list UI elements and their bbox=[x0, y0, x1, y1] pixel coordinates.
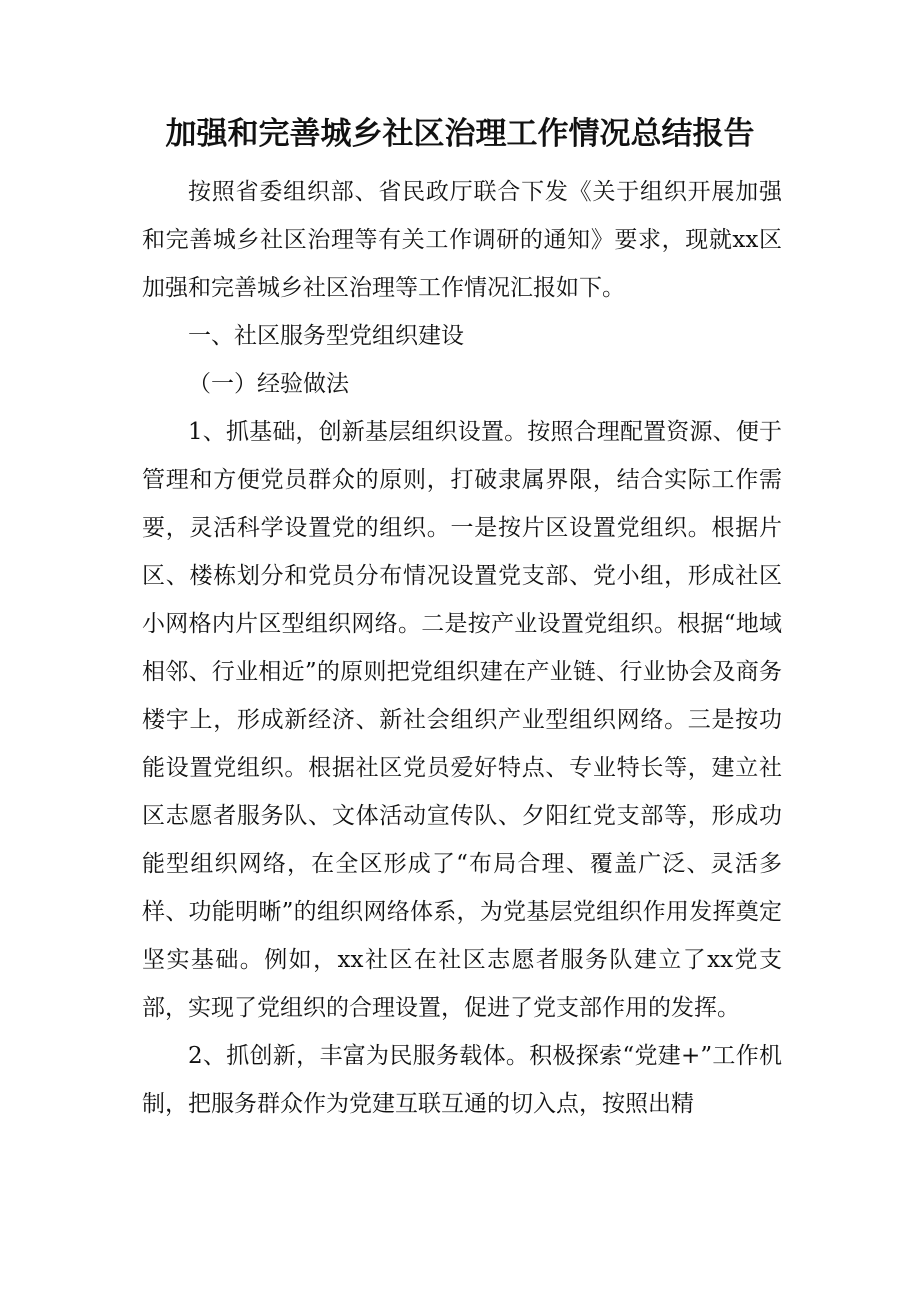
body-paragraph: 1、抓基础，创新基层组织设置。按照合理配置资源、便于管理和方便党员群众的原则，打破隶属界限，结合实际工作需要，灵活科学设置党的组织。一是按片区设置党组织。根据片区、楼栋划分和党员分布情况设置党支部、党小组，形成社区小网格内片区型组织网络。二是按产业设置党组织。根据“地域相邻、行业相近”的原则把党组织建在产业链、行业协会及商务楼宇上，形成新经济、新社会组织产业型组织网络。三是按功能设置党组织。根据社区党员爱好特点、专业特长等，建立社区志愿者服务队、文体活动宣传队、夕阳红党支部等，形成功能型组织网络，在全区形成了“布局合理、覆盖广泛、灵活多样、功能明晰”的组织网络体系，为党基层党组织作用发挥奠定坚实基础。例如，xx社区在社区志愿者服务队建立了xx党支部，实现了党组织的合理设置，促进了党支部作用的发挥。 bbox=[142, 419, 782, 1021]
intro-paragraph: 按照省委组织部、省民政厅联合下发《关于组织开展加强和完善城乡社区治理等有关工作调研的通知》要求，现就xx区加强和完善城乡社区治理等工作情况汇报如下。 bbox=[142, 179, 782, 301]
document-body bbox=[142, 168, 782, 1128]
document-title: 加强和完善城乡社区治理工作情况总结报告 bbox=[165, 116, 755, 152]
body-paragraph: 2、抓创新，丰富为民服务载体。积极探索“党建+”工作机制，把服务群众作为党建互联互通的切入点，按照出精 bbox=[142, 1043, 782, 1117]
subsection-heading: （一）经验做法 bbox=[188, 371, 349, 397]
section-heading: 一、社区服务型党组织建设 bbox=[188, 323, 464, 349]
